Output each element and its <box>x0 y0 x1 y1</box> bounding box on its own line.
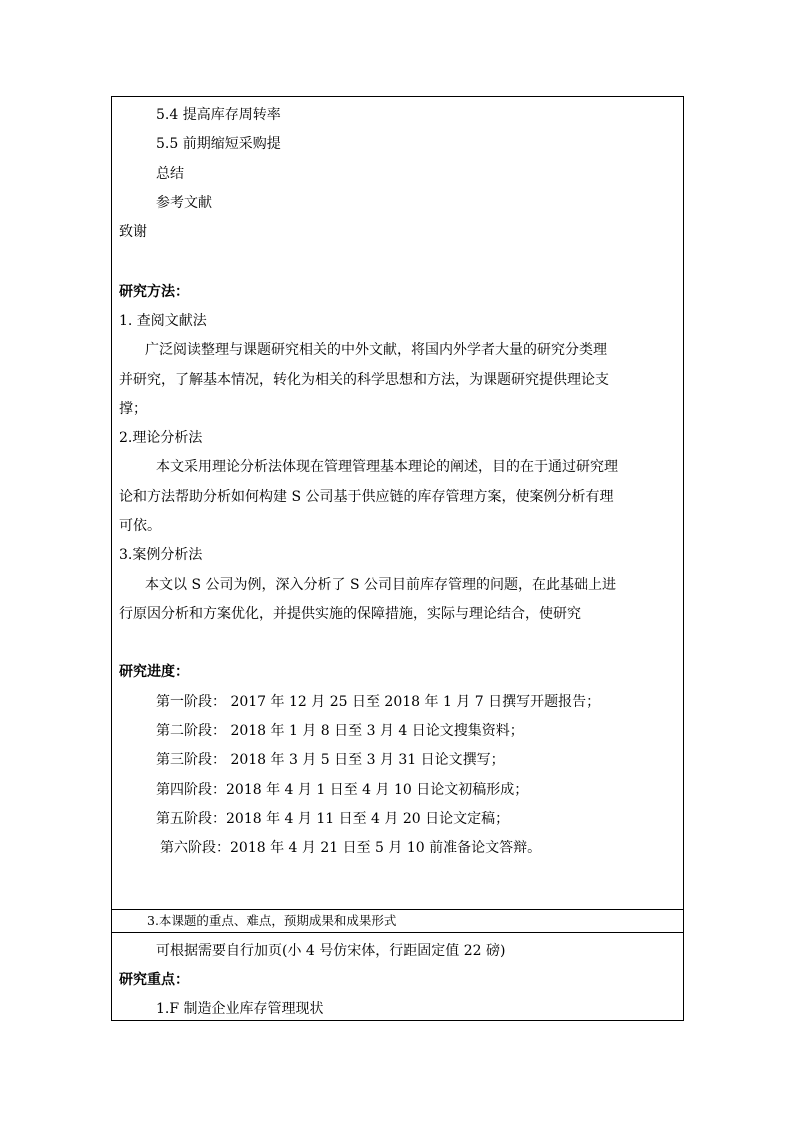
progress-stage-1: 第一阶段： 2017 年 12 月 25 日至 2018 年 1 月 7 日撰写开题报告； <box>156 694 601 710</box>
method-1-line: 广泛阅读整理与课题研究相关的中外文献，将国内外学者大量的研究分类理 <box>145 342 607 358</box>
section-3-header: 3.本课题的重点、难点，预期成果和成果形式 <box>147 913 397 928</box>
progress-stage-3: 第三阶段： 2018 年 3 月 5 日至 3 月 31 日论文撰写； <box>156 752 505 768</box>
progress-stage-6: 第六阶段：2018 年 4 月 21 日至 5 月 10 前准备论文答辩。 <box>160 840 542 856</box>
method-2-line: 论和方法帮助分析如何构建 S 公司基于供应链的库存管理方案，使案例分析有理 <box>119 489 614 505</box>
toc-item-5-5: 5.5 前期缩短采购提 <box>156 136 281 152</box>
toc-summary: 总结 <box>156 166 184 182</box>
methods-heading: 研究方法： <box>119 284 189 300</box>
method-1-line: 并研究，了解基本情况，转化为相关的科学思想和方法，为课题研究提供理论支 <box>119 372 609 388</box>
section-3-note: 可根据需要自行加页(小 4 号仿宋体，行距固定值 22 磅) <box>156 943 506 959</box>
toc-item-5-4: 5.4 提高库存周转率 <box>156 107 281 123</box>
progress-stage-4: 第四阶段：2018 年 4 月 1 日至 4 月 10 日论文初稿形成； <box>156 782 529 798</box>
method-2-line: 本文采用理论分析法体现在管理管理基本理论的阐述，目的在于通过研究理 <box>156 459 618 475</box>
method-3-line: 行原因分析和方案优化，并提供实施的保障措施，实际与理论结合，使研究 <box>119 606 581 622</box>
method-3-line: 本文以 S 公司为例，深入分析了 S 公司目前库存管理的问题，在此基础上进 <box>145 577 616 593</box>
method-2-line: 可依。 <box>119 518 161 534</box>
method-1-line: 撑； <box>119 401 147 417</box>
row-divider-top <box>112 909 683 910</box>
toc-thanks: 致谢 <box>119 224 147 240</box>
progress-stage-2: 第二阶段： 2018 年 1 月 8 日至 3 月 4 日论文搜集资料； <box>156 723 524 739</box>
progress-stage-5: 第五阶段：2018 年 4 月 11 日至 4 月 20 日论文定稿； <box>156 811 510 827</box>
key-point-1: 1.F 制造企业库存管理现状 <box>156 1001 324 1017</box>
key-points-heading: 研究重点： <box>119 972 189 988</box>
row-divider-bottom <box>112 932 683 933</box>
progress-heading: 研究进度： <box>119 664 189 680</box>
toc-references: 参考文献 <box>156 195 212 211</box>
method-1-title: 1. 查阅文献法 <box>119 313 207 329</box>
method-2-title: 2.理论分析法 <box>119 430 203 446</box>
method-3-title: 3.案例分析法 <box>119 547 203 563</box>
